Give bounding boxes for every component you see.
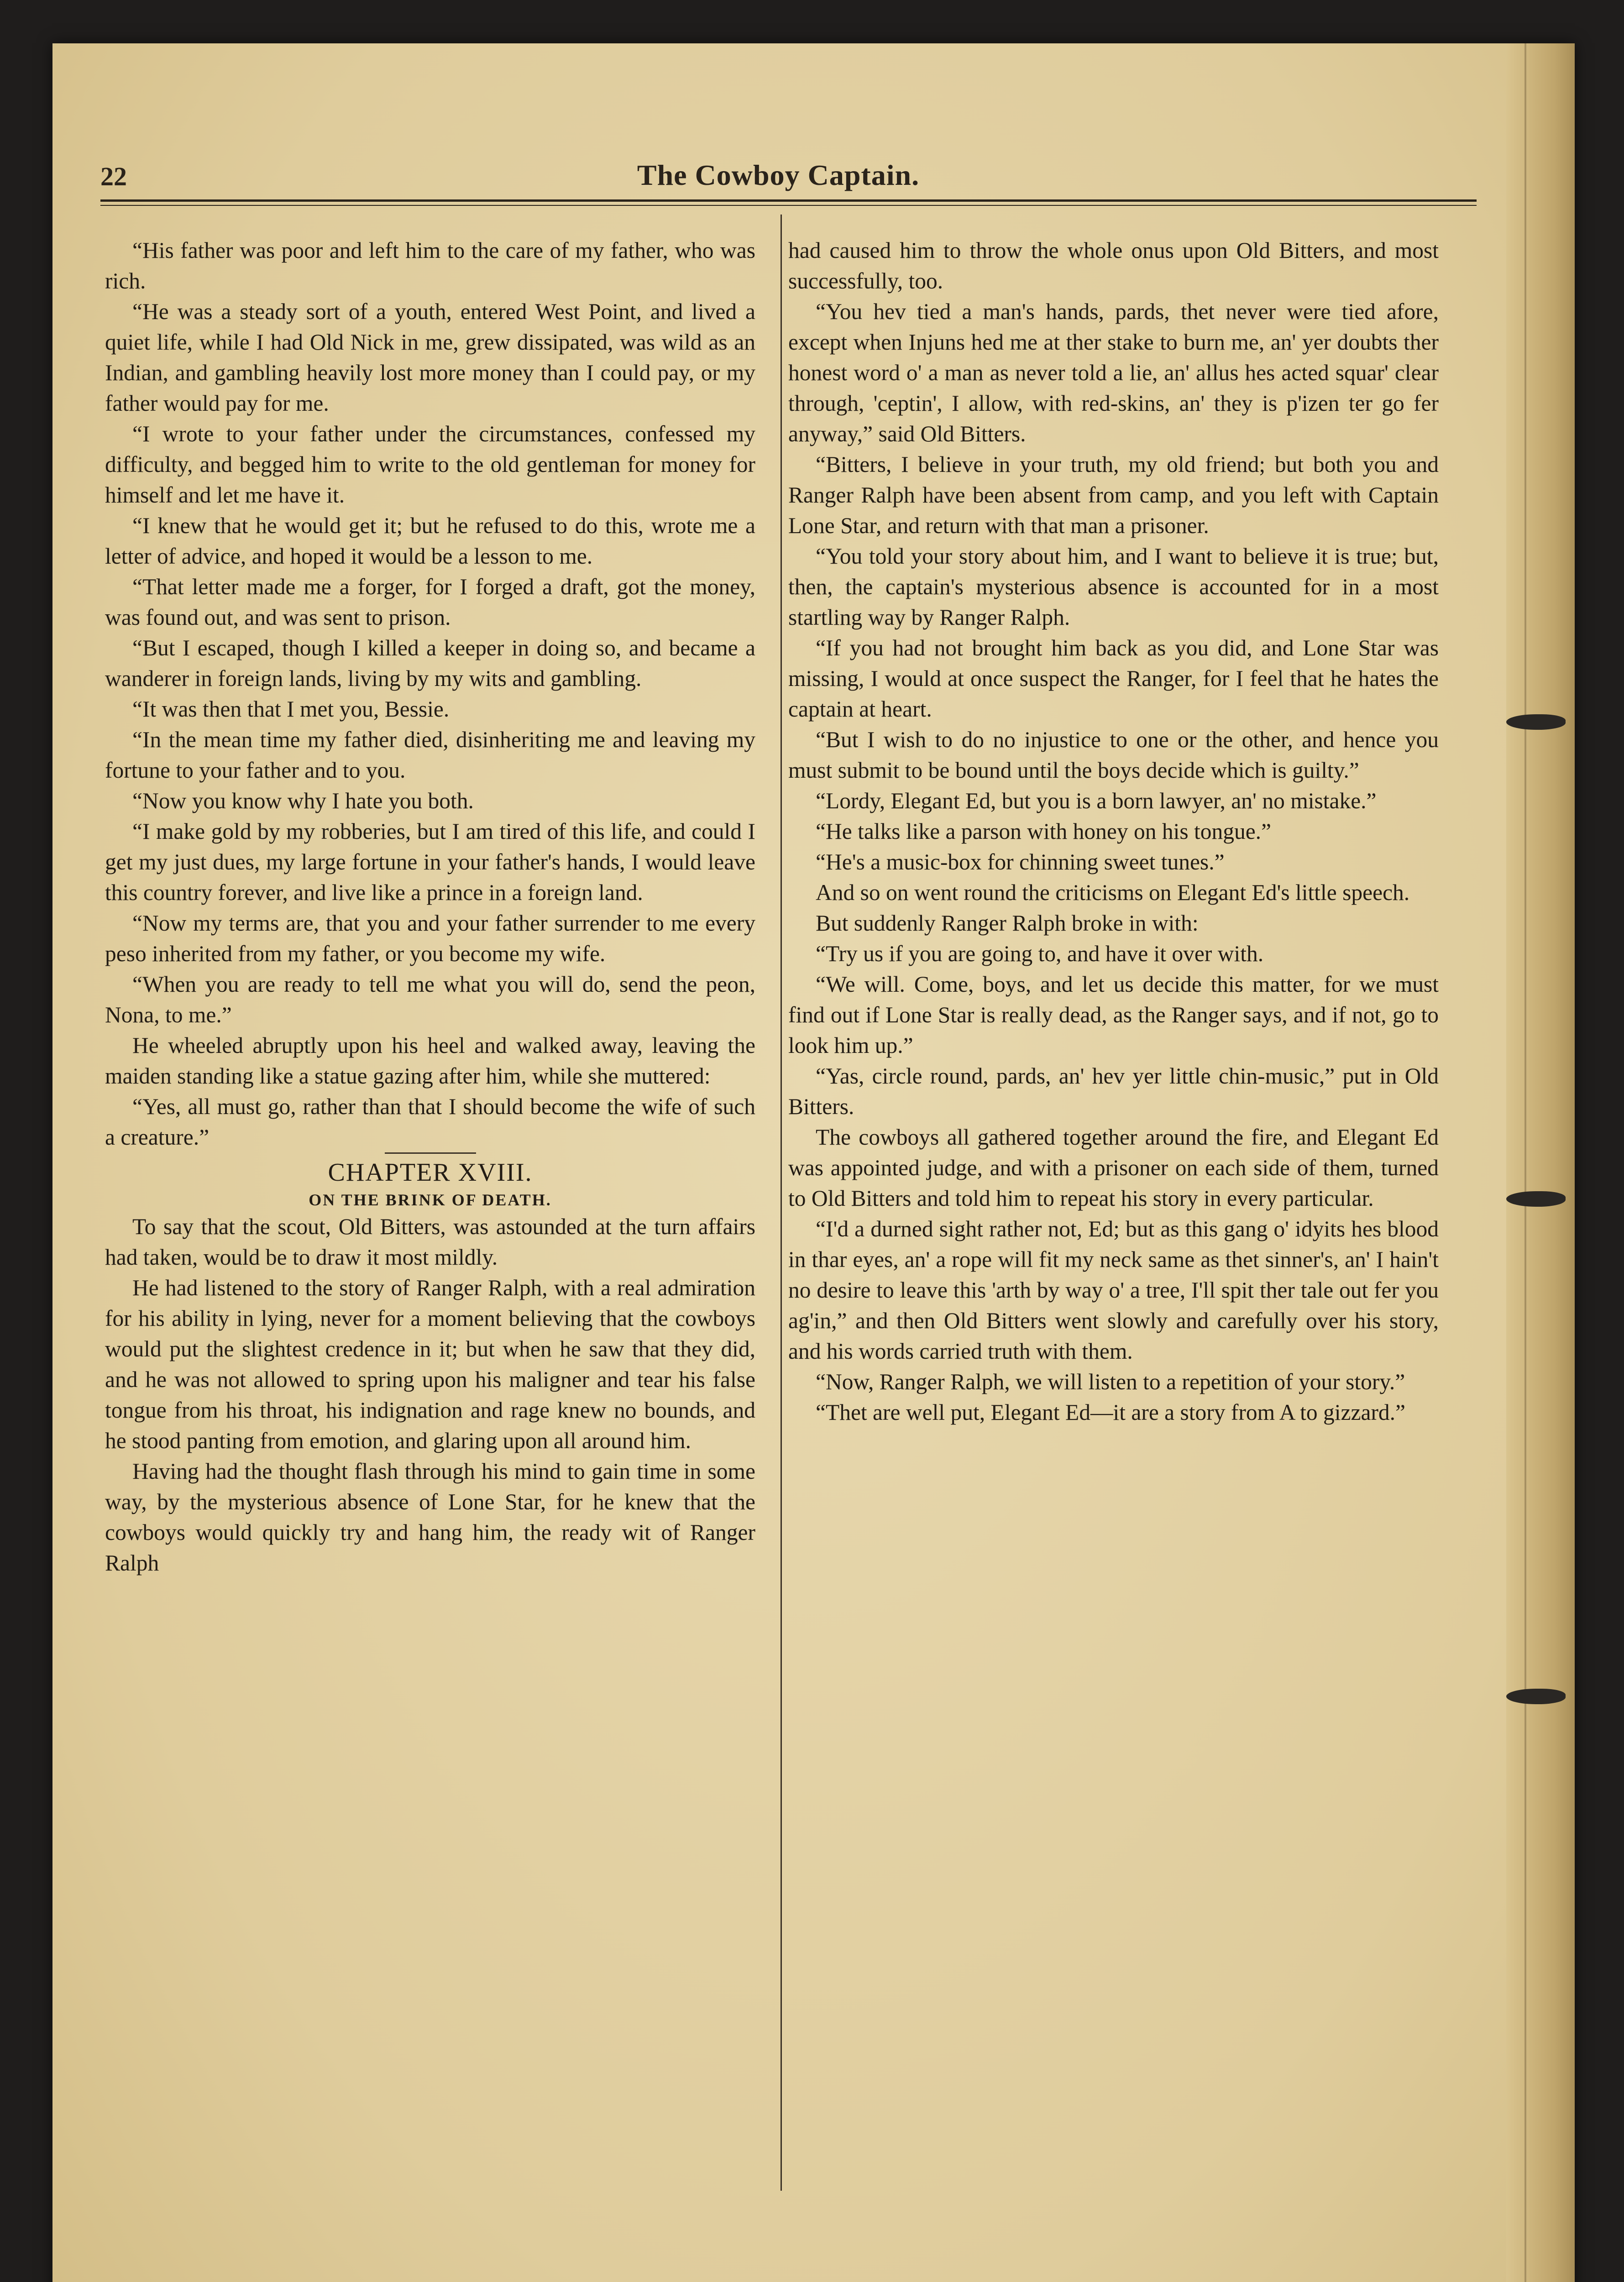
binding-stitch (1506, 714, 1566, 730)
paragraph: He wheeled abruptly upon his heel and walked away, leaving the maiden standing like a statue gazing after him, while she muttered: (105, 1033, 755, 1089)
column-divider (781, 215, 782, 2191)
header-rule-thin (100, 205, 1477, 206)
right-column (788, 235, 1439, 1428)
paragraph: “We will. Come, boys, and let us decide this matter, for we must find out if Lone Star is really dead, as the Ranger says, and if not, go to look him up.” (788, 972, 1439, 1058)
paragraph: The cowboys all gathered together around the fire, and Elegant Ed was appointed judge, and with a prisoner on each side of them, turned to Old Bitters and told him to repeat his story in every particular. (788, 1125, 1439, 1211)
paragraph: “You told your story about him, and I want to believe it is true; but, then, the captain's mysterious absence is accounted for in a most startling way by Ranger Ralph. (788, 544, 1439, 630)
paragraph: Having had the thought flash through his mind to gain time in some way, by the mysterious absence of Lone Star, for he knew that the cowboys would quickly try and hang him, the ready wit of Ranger Ralph (105, 1459, 755, 1575)
paragraph: “Try us if you are going to, and have it over with. (816, 941, 1264, 966)
paragraph: “I make gold by my robberies, but I am tired of this life, and could I get my just dues, my large fortune in your father's hands, I would leave this country forever, and live like a prince in a foreign land. (105, 819, 755, 905)
left-column (105, 235, 755, 1578)
page-binding (1506, 43, 1575, 2282)
paragraph: He had listened to the story of Ranger Ralph, with a real admiration for his ability in lying, never for a moment believing that the cowboys would put the slightest credence in it; but when he saw that they did, and he was not allowed to spring upon his maligner and tear his false tongue from his throat, his indignation and rage knew no bounds, and he stood panting from emotion, and glaring upon all around him. (105, 1275, 755, 1453)
paragraph: “Now my terms are, that you and your father surrender to me every peso inherited from my father, or you become my wife. (105, 911, 755, 966)
paragraph: “I'd a durned sight rather not, Ed; but as this gang o' idyits hes blood in thar eyes, an' a rope will fit my neck same as thet sinner's, an' I hain't no desire to leave this 'arth by way o' a tree, I'll spit ther tale out fer you ag'in,” and then Old Bitters went slowly and carefully over his story, and his words carried truth with them. (788, 1216, 1439, 1364)
paragraph: “His father was poor and left him to the care of my father, who was rich. (105, 238, 755, 293)
paragraph: “Now, Ranger Ralph, we will listen to a repetition of your story.” (816, 1369, 1405, 1394)
paragraph: “I knew that he would get it; but he refused to do this, wrote me a letter of advice, and hoped it would be a lesson to me. (105, 513, 755, 569)
paragraph: “Lordy, Elegant Ed, but you is a born lawyer, an' no mistake.” (816, 788, 1377, 813)
chapter-subtitle: ON THE BRINK OF DEATH. (309, 1191, 552, 1209)
binding-stitch (1506, 1191, 1566, 1207)
header-rule (100, 199, 1477, 202)
book-page (52, 43, 1575, 2282)
paragraph: “He talks like a parson with honey on his tongue.” (816, 819, 1272, 844)
paragraph: And so on went round the criticisms on Elegant Ed's little speech. (816, 880, 1410, 905)
paragraph: “Yes, all must go, rather than that I should become the wife of such a creature.” (105, 1094, 755, 1150)
page-number: 22 (100, 162, 127, 191)
binding-stitch (1506, 1689, 1566, 1704)
paragraph: “Now you know why I hate you both. (132, 788, 474, 813)
paragraph: “When you are ready to tell me what you will do, send the peon, Nona, to me.” (105, 972, 755, 1027)
paragraph: “That letter made me a forger, for I forged a draft, got the money, was found out, and was sent to prison. (105, 574, 755, 630)
paragraph: But suddenly Ranger Ralph broke in with: (816, 911, 1199, 936)
paragraph: “But I escaped, though I killed a keeper in doing so, and became a wanderer in foreign lands, living by my wits and gambling. (105, 635, 755, 691)
paragraph: “But I wish to do no injustice to one or the other, and hence you must submit to be bound until the boys decide which is guilty.” (788, 727, 1439, 783)
paragraph: “Bitters, I believe in your truth, my old friend; but both you and Ranger Ralph have been absent from camp, and you left with Captain Lone Star, and return with that man a prisoner. (788, 452, 1439, 538)
paragraph: “In the mean time my father died, disinheriting me and leaving my fortune to your father and to you. (105, 727, 755, 783)
chapter-heading: CHAPTER XVIII. (105, 1152, 755, 1188)
paragraph: “Yas, circle round, pards, an' hev yer little chin-music,” put in Old Bitters. (788, 1063, 1439, 1119)
paragraph: To say that the scout, Old Bitters, was astounded at the turn affairs had taken, would be to draw it most mildly. (105, 1214, 755, 1270)
page-title: The Cowboy Captain. (637, 159, 920, 191)
paragraph: “He was a steady sort of a youth, entered West Point, and lived a quiet life, while I had Old Nick in me, grew dissipated, was wild as an Indian, and gambling heavily lost more money than I could pay, or my father would pay for me. (105, 299, 755, 416)
paragraph: “If you had not brought him back as you did, and Lone Star was missing, I would at once suspect the Ranger, for I feel that he hates the captain at heart. (788, 635, 1439, 722)
paragraph: had caused him to throw the whole onus upon Old Bitters, and most successfully, too. (788, 238, 1439, 293)
paragraph: “He's a music-box for chinning sweet tunes.” (816, 849, 1225, 874)
paragraph: “Thet are well put, Elegant Ed—it are a story from A to gizzard.” (816, 1400, 1406, 1425)
paragraph: “You hev tied a man's hands, pards, thet never were tied afore, except when Injuns hed me at ther stake to burn me, an' yer doubts ther honest word o' a man as never told a lie, an' allus hes acted squar' clear through, 'ceptin', I allow, with red-skins, an' they is p'izen ter go fer anyway,” said Old Bitters. (788, 299, 1439, 446)
paragraph: “It was then that I met you, Bessie. (132, 696, 450, 722)
paragraph: “I wrote to your father under the circumstances, confessed my difficulty, and begged him to write to the old gentleman for money for himself and let me have it. (105, 421, 755, 508)
